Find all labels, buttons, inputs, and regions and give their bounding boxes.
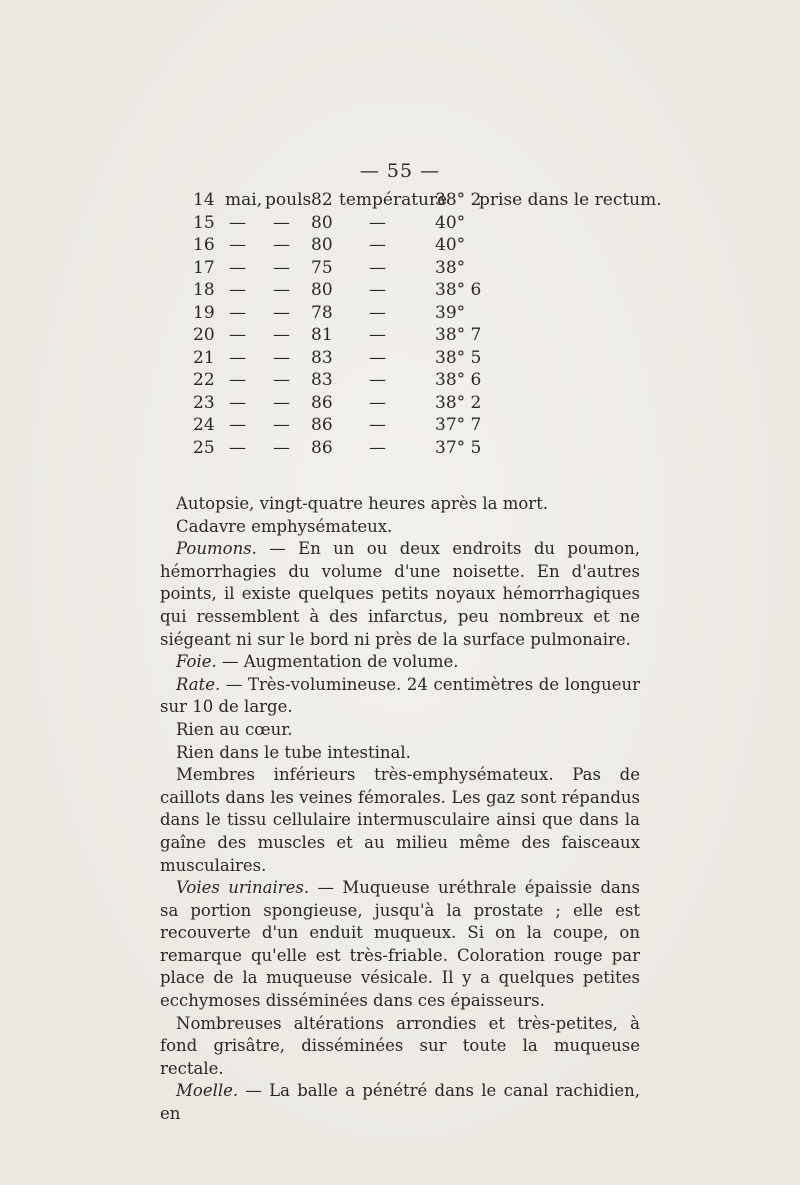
day: 16 bbox=[193, 235, 215, 255]
paragraph bbox=[160, 764, 640, 877]
dash: — bbox=[229, 280, 246, 300]
dash: — bbox=[273, 325, 290, 345]
paragraph-text: — Muqueuse uréthrale épaissie dans sa portion spongieuse, jusqu'à la prostate ; elle est recouverte d'un enduit muqueux. Si on la coupe, on remarque qu'elle est très-friable. Coloration rouge par place de la muqueuse vésicale. Il y a quelques petites ecchymoses disséminées dans ces épaisseurs. bbox=[160, 878, 640, 1011]
table-row bbox=[193, 370, 643, 393]
dash: — bbox=[229, 257, 246, 278]
table-row bbox=[193, 213, 643, 236]
paragraph-text: Cadavre emphysémateux. bbox=[176, 516, 393, 536]
month: mai, bbox=[225, 190, 263, 210]
pouls-value: 86 bbox=[311, 415, 333, 435]
paragraph-heading: Rate. bbox=[176, 674, 221, 694]
pouls-value: 80 bbox=[311, 212, 333, 233]
temperature-value: 40° bbox=[435, 212, 466, 233]
dash: — bbox=[273, 370, 290, 390]
table-row bbox=[193, 438, 643, 461]
pouls-value: 86 bbox=[311, 437, 333, 458]
table-row bbox=[193, 258, 643, 281]
table-row bbox=[193, 280, 643, 303]
temperature-value: 39° bbox=[435, 302, 466, 323]
dash: — bbox=[369, 280, 386, 300]
table-row bbox=[193, 235, 643, 258]
pouls-value: 82 bbox=[311, 190, 333, 210]
dash: — bbox=[229, 235, 246, 255]
table-rows bbox=[193, 213, 643, 461]
dash: — bbox=[369, 257, 386, 278]
table-row bbox=[193, 393, 643, 416]
pouls-value: 78 bbox=[311, 302, 333, 323]
paragraph-text: Autopsie, vingt-quatre heures après la mort. bbox=[176, 494, 549, 513]
paragraph bbox=[160, 538, 640, 651]
day: 19 bbox=[193, 302, 215, 323]
temperature-value: 40° bbox=[435, 235, 466, 255]
paragraph bbox=[160, 877, 640, 1013]
dash: — bbox=[369, 212, 386, 233]
vitals-table bbox=[193, 190, 662, 460]
temperature-value: 38° 2 bbox=[435, 392, 482, 413]
paragraph-text: Nombreuses altérations arrondies et très-petites, à fond grisâtre, disséminées sur toute la muqueuse rectale. bbox=[160, 1013, 640, 1078]
temperature-value: 38° 5 bbox=[435, 347, 482, 368]
table-row bbox=[193, 303, 643, 326]
day: 20 bbox=[193, 325, 215, 345]
dash: — bbox=[273, 235, 290, 255]
pouls-value: 80 bbox=[311, 235, 333, 255]
temperature-value: 38° 6 bbox=[435, 280, 482, 300]
dash: — bbox=[369, 392, 386, 413]
pouls-value: 81 bbox=[311, 325, 333, 345]
dash: — bbox=[273, 212, 290, 233]
paragraph bbox=[160, 742, 640, 765]
temperature-value: 38° 6 bbox=[435, 370, 482, 390]
day: 18 bbox=[193, 280, 215, 300]
autopsy-text bbox=[160, 493, 640, 1126]
table-row bbox=[193, 325, 643, 348]
page-number: — 55 — bbox=[359, 160, 441, 182]
table-row bbox=[193, 348, 643, 371]
paragraph-text: Membres inférieurs très-emphysémateux. Pas de caillots dans les veines fémorales. Les gaz sont répandus dans le tissu cellulaire intermusculaire ainsi que dans la gaîne des muscles et au milieu même des faisceaux musculaires. bbox=[160, 765, 640, 875]
day: 24 bbox=[193, 415, 215, 435]
dash: — bbox=[273, 437, 290, 458]
dash: — bbox=[273, 415, 290, 435]
paragraph-text: Rien au cœur. bbox=[176, 719, 293, 739]
day: 22 bbox=[193, 370, 215, 390]
dash: — bbox=[273, 392, 290, 413]
paragraph bbox=[160, 1080, 640, 1125]
pouls-value: 83 bbox=[311, 347, 333, 368]
temperature-value: 37° 7 bbox=[435, 415, 482, 435]
pouls-label: pouls bbox=[265, 190, 312, 210]
pouls-value: 86 bbox=[311, 392, 333, 413]
paragraph-text: — En un ou deux endroits du poumon, hémorrhagies du volume d'une noisette. En d'autres points, il existe quelques petits noyaux hémorrhagiques qui ressemblent à des infarctus, peu nombreux et ne siégeant ni sur le bord ni près de la surface pulmonaire. bbox=[160, 539, 640, 649]
dash: — bbox=[229, 415, 246, 435]
temperature-value: 38° 7 bbox=[435, 325, 482, 345]
paragraph-heading: Poumons. bbox=[176, 539, 257, 559]
paragraph-text: — La balle a pénétré dans le canal rachidien, en bbox=[160, 1081, 640, 1124]
day: 21 bbox=[193, 347, 215, 368]
day: 17 bbox=[193, 257, 215, 278]
paragraph-text: Rien dans le tube intestinal. bbox=[176, 742, 411, 762]
dash: — bbox=[229, 302, 246, 323]
dash: — bbox=[369, 437, 386, 458]
day: 25 bbox=[193, 437, 215, 458]
paragraph bbox=[160, 1013, 640, 1081]
day: 23 bbox=[193, 392, 215, 413]
paragraph-heading: Foie. bbox=[176, 652, 217, 672]
dash: — bbox=[369, 415, 386, 435]
dash: — bbox=[273, 302, 290, 323]
paragraph bbox=[160, 651, 640, 674]
dash: — bbox=[369, 302, 386, 323]
dash: — bbox=[273, 280, 290, 300]
pouls-value: 80 bbox=[311, 280, 333, 300]
dash: — bbox=[273, 347, 290, 368]
temperature-value: 38° bbox=[435, 257, 466, 278]
temperature-label: température bbox=[339, 190, 448, 210]
table-row bbox=[193, 415, 643, 438]
dash: — bbox=[229, 347, 246, 368]
temperature-value: 38° 2 bbox=[435, 190, 482, 210]
dash: — bbox=[369, 235, 386, 255]
dash: — bbox=[229, 370, 246, 390]
day: 15 bbox=[193, 212, 215, 233]
day: 14 bbox=[193, 190, 215, 210]
paragraph-heading: Voies urinaires. bbox=[176, 878, 310, 898]
table-row-first bbox=[193, 190, 662, 213]
dash: — bbox=[229, 325, 246, 345]
dash: — bbox=[273, 257, 290, 278]
paragraph bbox=[160, 516, 640, 539]
pouls-value: 75 bbox=[311, 257, 333, 278]
paragraph-text: — Très-volumineuse. 24 centimètres de longueur sur 10 de large. bbox=[160, 674, 640, 717]
temperature-value: 37° 5 bbox=[435, 437, 482, 458]
dash: — bbox=[369, 347, 386, 368]
pouls-value: 83 bbox=[311, 370, 333, 390]
temperature-note: prise dans le rectum. bbox=[479, 190, 662, 210]
dash: — bbox=[229, 392, 246, 413]
paragraph bbox=[160, 493, 640, 516]
dash: — bbox=[369, 325, 386, 345]
paragraph-text: — Augmentation de volume. bbox=[216, 652, 459, 672]
paragraph bbox=[160, 674, 640, 719]
dash: — bbox=[229, 212, 246, 233]
paragraph-heading: Moelle. bbox=[176, 1081, 239, 1101]
dash: — bbox=[229, 437, 246, 458]
dash: — bbox=[369, 370, 386, 390]
paragraph bbox=[160, 719, 640, 742]
